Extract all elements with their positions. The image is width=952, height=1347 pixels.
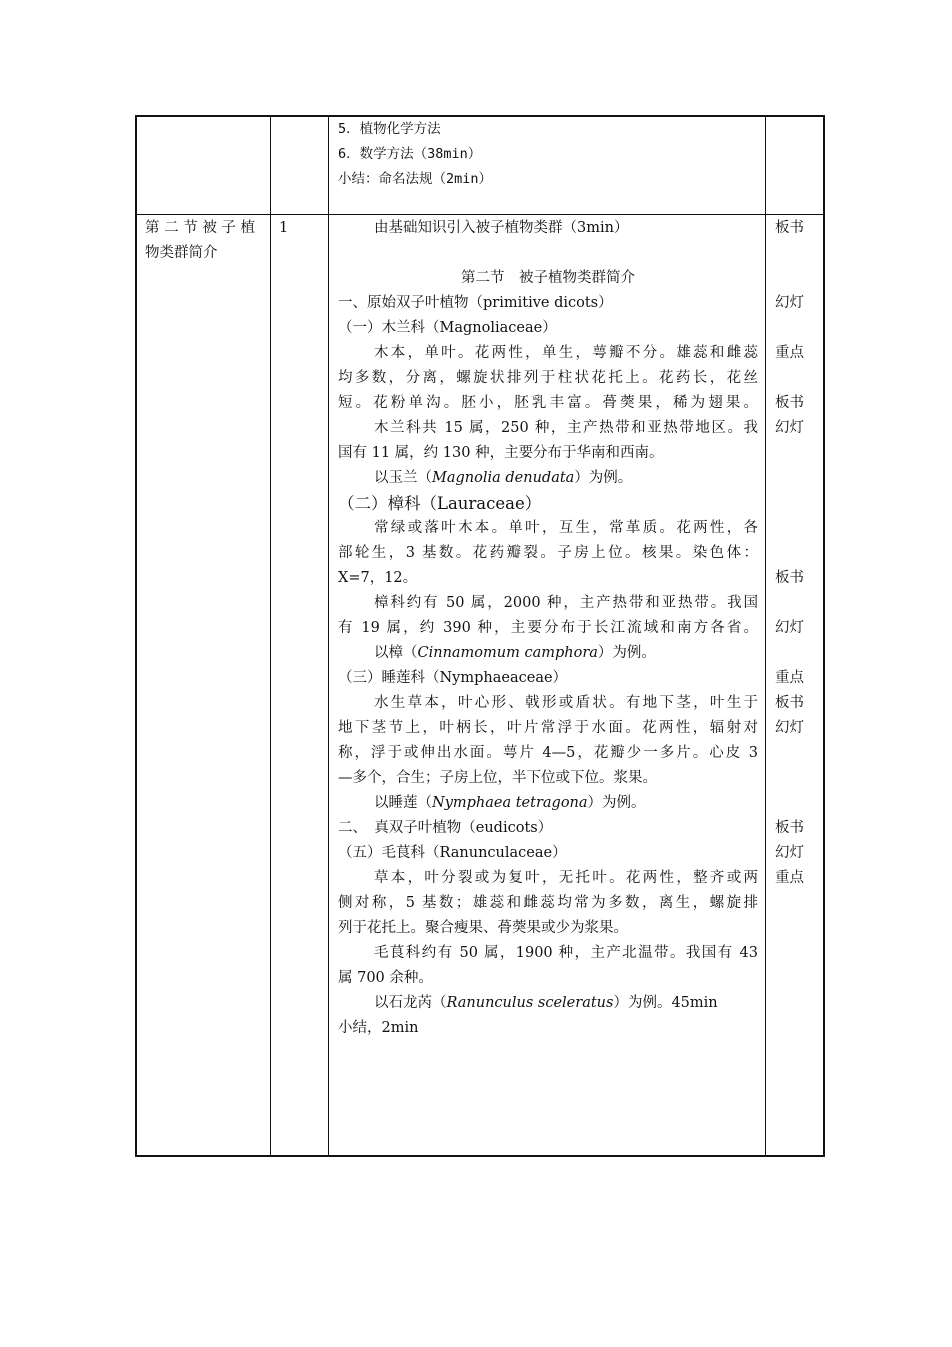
- latin-name: Magnolia denudata: [432, 470, 575, 486]
- method-line: 6．数学方法（38min）: [338, 146, 482, 162]
- part-heading: 一、原始双子叶植物（primitive dicots）: [338, 295, 613, 311]
- method-line: 5．植物化学方法: [338, 121, 441, 137]
- example-line: 以玉兰（Magnolia denudata）为例。: [374, 470, 633, 486]
- desc-line: 木本，单叶。花两性，单生，萼瓣不分。雄蕊和雌蕊: [374, 345, 758, 361]
- method-mark: 板书: [775, 395, 804, 411]
- spacer: [338, 241, 758, 266]
- example-line: 以睡莲（Nymphaea tetragona）为例。: [374, 795, 646, 811]
- summary-line: 小结，2min: [338, 1020, 419, 1036]
- desc-line: 称，浮于或伸出水面。萼片 4—5，花瓣少一多片。心皮 3: [338, 745, 758, 761]
- desc-line: 短。花粉单沟。胚小，胚乳丰富。蓇葖果，稀为翅果。: [338, 395, 758, 411]
- method-mark: 重点: [775, 870, 804, 886]
- method-mark: 重点: [775, 345, 804, 361]
- method-mark: 幻灯: [775, 845, 804, 861]
- method-mark: 重点: [775, 670, 804, 686]
- column-divider: [270, 117, 271, 1155]
- method-mark: 板书: [775, 695, 804, 711]
- dist-line: 木兰科共 15 属，250 种，主产热带和亚热带地区。我: [374, 420, 758, 436]
- part-heading: 二、 真双子叶植物（eudicots）: [338, 820, 553, 836]
- main-content: [338, 216, 758, 1041]
- desc-line: 草本，叶分裂或为复叶，无托叶。花两性，整齐或两: [374, 870, 758, 886]
- method-mark: 幻灯: [775, 720, 804, 736]
- example-line: 以石龙芮（Ranunculus sceleratus）为例。45min: [374, 995, 718, 1011]
- example-line: 以樟（Cinnamomum camphora）为例。: [374, 645, 656, 661]
- summary-line: 小结：命名法规（2min）: [338, 171, 493, 187]
- method-mark: 板书: [775, 570, 804, 586]
- desc-line: —多个，合生；子房上位，半下位或下位。浆果。: [338, 770, 657, 786]
- dist-line: 属 700 余种。: [338, 970, 433, 986]
- dist-line: 樟科约有 50 属，2000 种，主产热带和亚热带。我国: [374, 595, 758, 611]
- section-title: 第 二 节 被 子 植 物类群简介: [145, 220, 256, 261]
- intro-line: 由基础知识引入被子植物类群（3min）: [374, 220, 629, 236]
- hours-cell: [279, 216, 288, 241]
- latin-name: Nymphaea tetragona: [432, 795, 588, 811]
- method-mark: 幻灯: [775, 620, 804, 636]
- dist-line: 有 19 属，约 390 种，主要分布于长江流域和南方各省。: [338, 620, 758, 636]
- desc-line: X=7，12。: [338, 570, 418, 586]
- column-divider: [765, 117, 766, 1155]
- latin-name: Ranunculus sceleratus: [446, 995, 614, 1011]
- dist-line: 国有 11 属，约 130 种，主要分布于华南和西南。: [338, 445, 664, 461]
- desc-line: 水生草本，叶心形、戟形或盾状。有地下茎，叶生于: [374, 695, 758, 711]
- method-mark: 幻灯: [775, 295, 804, 311]
- desc-line: 均多数，分离，螺旋状排列于柱状花托上。花药长，花丝: [338, 370, 758, 386]
- method-mark: 板书: [775, 820, 804, 836]
- section-title-cell: [145, 216, 265, 266]
- latin-name: Cinnamomum camphora: [417, 645, 598, 661]
- hours-value: 1: [279, 220, 289, 236]
- family-title: （二）樟科（Lauraceae）: [338, 494, 542, 513]
- column-divider: [328, 117, 329, 1155]
- family-title: （三）睡莲科（Nymphaeaceae）: [338, 670, 568, 686]
- desc-line: 侧对称，5 基数；雄蕊和雌蕊均常为多数，离生，螺旋排: [338, 895, 758, 911]
- desc-line: 地下茎节上，叶柄长，叶片常浮于水面。花两性，辐射对: [338, 720, 758, 736]
- desc-line: 常绿或落叶木本。单叶，互生，常革质。花两性，各: [374, 520, 758, 536]
- dist-line: 毛茛科约有 50 属，1900 种，主产北温带。我国有 43: [374, 945, 758, 961]
- row-divider: [137, 214, 823, 215]
- family-title: （一）木兰科（Magnoliaceae）: [338, 320, 557, 336]
- method-mark: 幻灯: [775, 420, 804, 436]
- desc-line: 部轮生，3 基数。花药瓣裂。子房上位。核果。染色体：: [338, 545, 758, 561]
- family-title: （五）毛茛科（Ranunculaceae）: [338, 845, 567, 861]
- section-heading: 第二节 被子植物类群简介: [461, 270, 635, 286]
- top-row-content: [338, 117, 492, 192]
- method-mark: 板书: [775, 220, 804, 236]
- desc-line: 列于花托上。聚合瘦果、蓇葖果或少为浆果。: [338, 920, 628, 936]
